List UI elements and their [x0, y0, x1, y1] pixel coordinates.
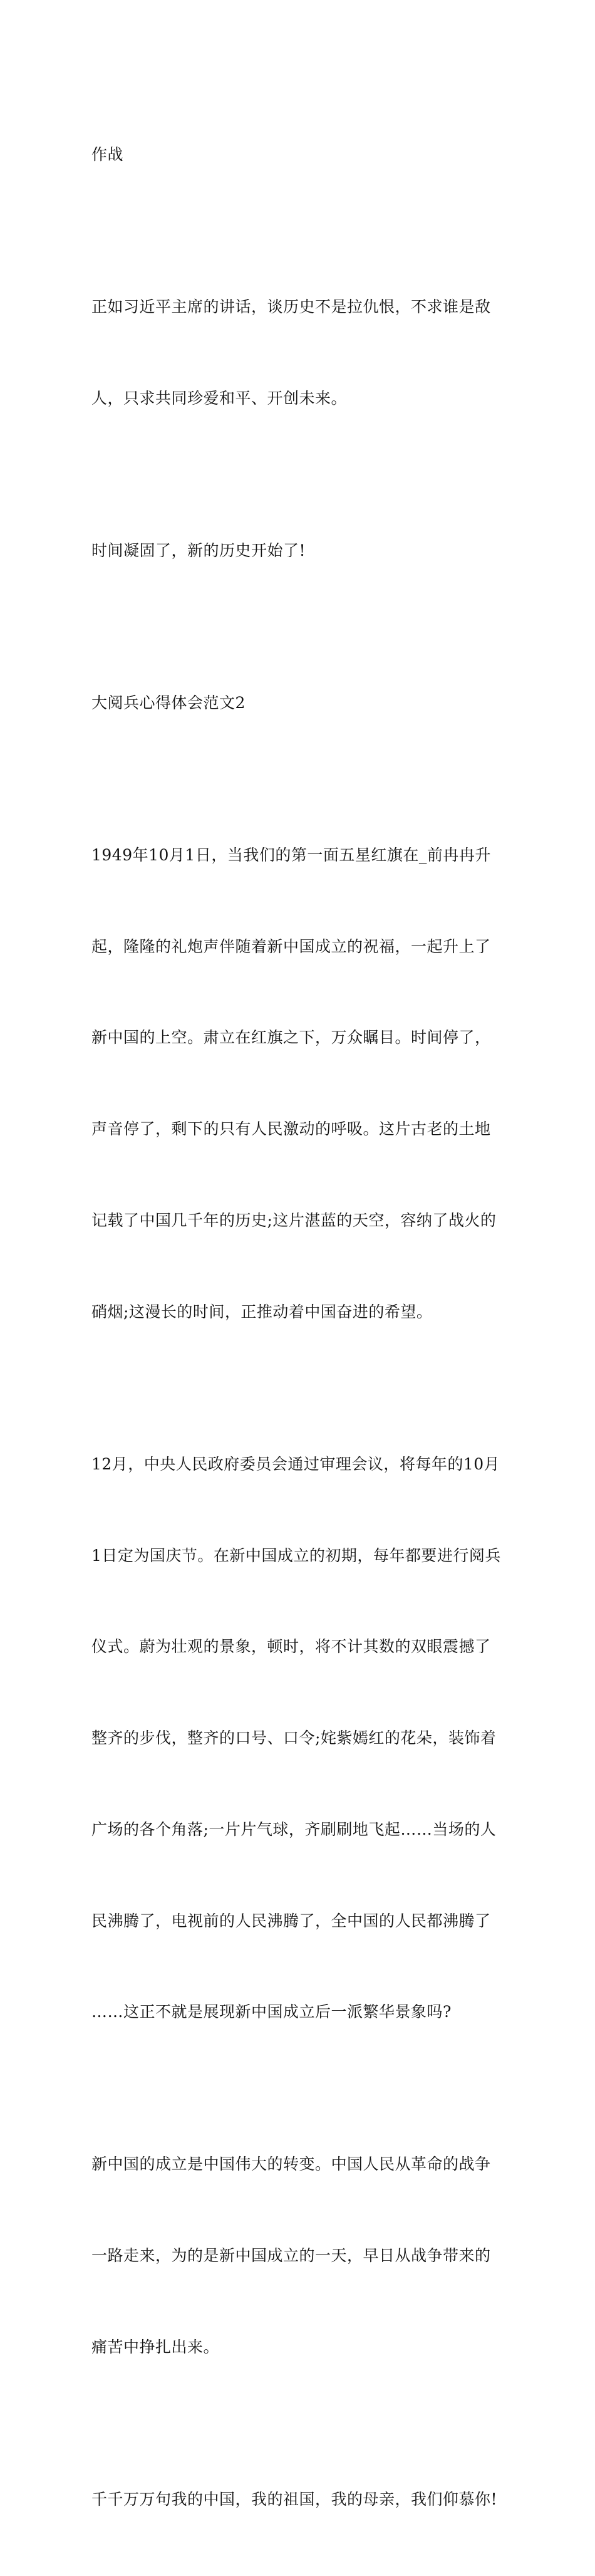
text-line: 千千万万句我的中国，我的祖国，我的母亲，我们仰慕你! [91, 2490, 498, 2508]
paragraph-6 [91, 1389, 510, 2089]
text-line: 仪式。蔚为壮观的景象，顿时，将不计其数的双眼震撼了 [91, 1637, 491, 1656]
text-line: 痛苦中挣扎出来。 [91, 2337, 220, 2356]
text-line: 1949年10月1日，当我们的第一面五星红旗在_前冉冉升 [91, 845, 491, 864]
text-line: 一路走来，为的是新中国成立的一天，早日从战争带来的 [91, 2246, 491, 2265]
paragraph-2 [91, 231, 510, 475]
section-heading [91, 627, 510, 780]
document-body [91, 79, 510, 2576]
paragraph-5 [91, 780, 510, 1389]
heading-line: 大阅兵心得体会范文2 [91, 693, 246, 712]
text-line: 声音停了，剩下的只有人民激动的呼吸。这片古老的土地 [91, 1120, 491, 1139]
text-line: 时间凝固了，新的历史开始了! [91, 541, 306, 560]
text-line: 1日定为国庆节。在新中国成立的初期，每年都要进行阅兵 [91, 1546, 501, 1565]
paragraph-7 [91, 2088, 510, 2424]
text-line: 硝烟;这漫长的时间，正推动着中国奋进的希望。 [91, 1302, 433, 1321]
text-line: 记载了中国几千年的历史;这片湛蓝的天空，容纳了战火的 [91, 1211, 497, 1229]
text-line: 正如习近平主席的讲话，谈历史不是拉仇恨，不求谁是敌 [91, 298, 491, 316]
text-line: 新中国的成立是中国伟大的转变。中国人民从革命的战争 [91, 2155, 491, 2174]
paragraph-8 [91, 2424, 510, 2576]
text-line: ……这正不就是展现新中国成立后一派繁华景象吗? [91, 2003, 452, 2021]
text-line: 人，只求共同珍爱和平、开创未来。 [91, 388, 348, 407]
text-line: 作战 [91, 145, 124, 164]
text-line: 12月，中央人民政府委员会通过审理会议，将每年的10月 [91, 1454, 500, 1473]
text-line: 民沸腾了，电视前的人民沸腾了，全中国的人民都沸腾了 [91, 1911, 491, 1930]
text-line: 广场的各个角落;一片片气球，齐刷刷地飞起……当场的人 [91, 1820, 497, 1838]
paragraph-1 [91, 79, 510, 231]
text-line: 整齐的步伐，整齐的口号、口令;姹紫嫣红的花朵，装饰着 [91, 1729, 497, 1748]
text-line: 新中国的上空。肃立在红旗之下，万众瞩目。时间停了， [91, 1028, 491, 1047]
paragraph-3 [91, 475, 510, 627]
text-line: 起，隆隆的礼炮声伴随着新中国成立的祝福，一起升上了 [91, 937, 491, 956]
